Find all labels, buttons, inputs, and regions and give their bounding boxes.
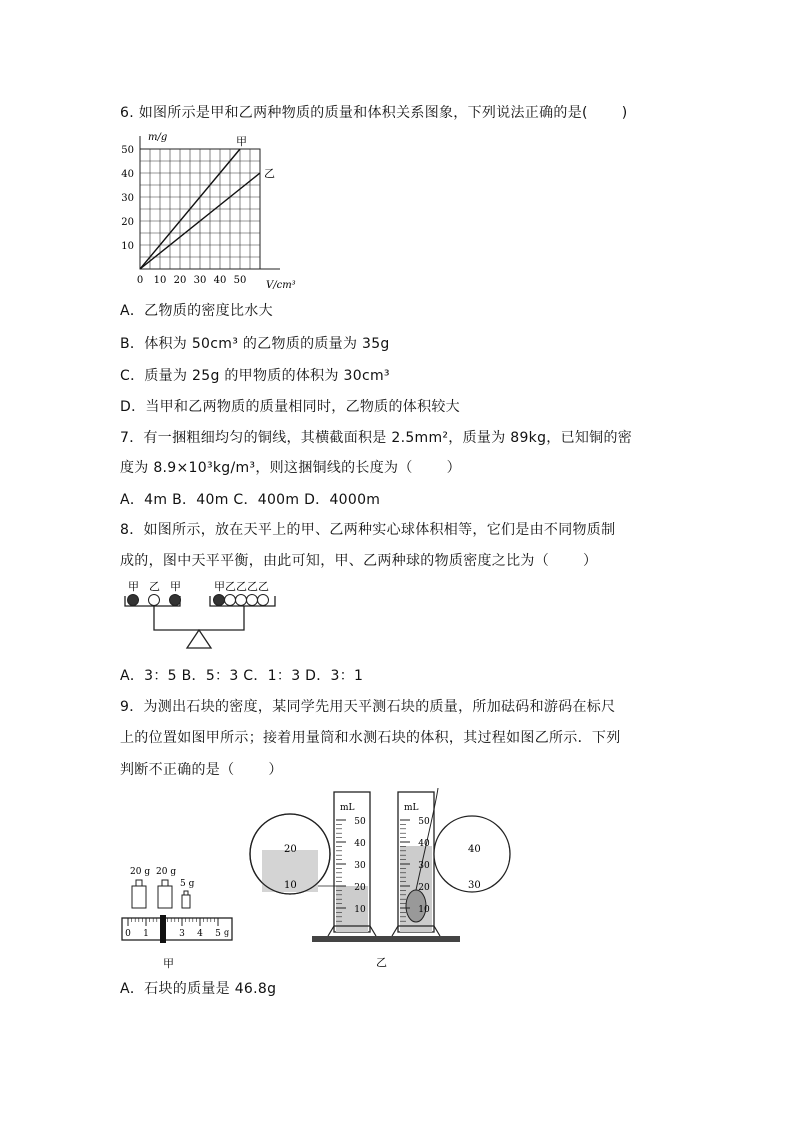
label-yi: 乙	[236, 580, 247, 593]
q8-options: A．3：5 B．5：3 C．1：3 D．3：1	[120, 668, 364, 684]
series-label: 甲	[236, 135, 247, 148]
q9-figure-jia	[118, 862, 238, 972]
chart-grid	[140, 136, 280, 269]
label-jia: 甲	[170, 580, 181, 593]
y-axis-label: m/g	[148, 132, 168, 143]
weight-20g-icon	[158, 880, 172, 908]
scale-tick-label: 5	[215, 929, 221, 939]
q6-stem	[120, 102, 628, 122]
q9-line3-text: 判断不正确的是（	[120, 762, 235, 778]
cylinder-tick-label: 20	[418, 883, 430, 893]
q8-line2-text: 成的，图中天平平衡，由此可知，甲、乙两种球的物质密度之比为（	[120, 553, 549, 569]
q7-paren-close: ）	[446, 460, 461, 476]
q6-option-d: D．当甲和乙两物质的质量相同时，乙物质的体积较大	[120, 399, 460, 415]
cylinder-tick-label: 30	[354, 861, 366, 871]
zoom-circle-left	[250, 814, 336, 894]
cylinder-unit: mL	[404, 803, 419, 813]
weight-20g-icon	[132, 880, 146, 908]
ball-yi	[247, 595, 258, 606]
y-tick-label: 30	[121, 193, 134, 204]
q9-line3	[120, 759, 283, 779]
label-yi: 乙	[258, 580, 269, 593]
cylinder-tick-label: 10	[418, 905, 430, 915]
rider-icon	[160, 915, 166, 943]
q9-option-a: A．石块的质量是 46.8g	[120, 981, 277, 997]
x-tick-label: 50	[233, 275, 247, 286]
q9-figure-yi	[250, 784, 490, 969]
zoom-label: 10	[284, 880, 297, 891]
ball-jia	[170, 595, 181, 606]
scale-tick-label: 1	[143, 929, 149, 939]
y-tick-label: 20	[121, 217, 134, 228]
q6-option-b: B．体积为 50cm³ 的乙物质的质量为 35g	[120, 336, 390, 352]
cylinder-tick-label: 30	[418, 861, 430, 871]
q9-line2: 上的位置如图甲所示；接着用量筒和水测石块的体积，其过程如图乙所示．下列	[120, 730, 621, 746]
x-tick-label: 30	[193, 275, 207, 286]
weight-label: 20 g	[130, 867, 151, 877]
x-tick-label: 20	[173, 275, 187, 286]
x-tick-label: 40	[213, 275, 227, 286]
ball-yi	[225, 595, 236, 606]
ball-yi	[236, 595, 247, 606]
scale-tick-label: 4	[197, 929, 203, 939]
cylinder-left	[328, 792, 376, 936]
q8-balance-figure	[120, 578, 290, 654]
label-yi: 乙	[225, 580, 236, 593]
scale-unit: g	[224, 928, 230, 937]
q7-line2	[120, 457, 461, 477]
q8-line2	[120, 550, 597, 570]
ball-jia	[128, 595, 139, 606]
zoom-label: 20	[284, 844, 297, 855]
x-tick-label: 0	[136, 275, 144, 286]
ball-yi	[258, 595, 269, 606]
q6-paren-close: )	[621, 105, 628, 121]
y-tick-label: 10	[121, 241, 134, 252]
q9-line1: 9．为测出石块的密度，某同学先用天平测石块的质量，所加砝码和游码在标尺	[120, 699, 616, 715]
q7-line1: 7．有一捆粗细均匀的铜线，其横截面积是 2.5mm²，质量为 89kg，已知铜的密	[120, 430, 633, 446]
ball-yi	[149, 595, 160, 606]
y-tick-label: 50	[121, 145, 134, 156]
cylinder-tick-label: 50	[418, 817, 430, 827]
cylinder-tick-label: 10	[354, 905, 366, 915]
q6-option-c: C．质量为 25g 的甲物质的体积为 30cm³	[120, 368, 390, 384]
cylinder-tick-label: 20	[354, 883, 366, 893]
q6-stem-text: 6. 如图所示是甲和乙两种物质的质量和体积关系图象，下列说法正确的是(	[120, 105, 588, 121]
figure-label-jia: 甲	[163, 957, 174, 970]
q8-line1: 8．如图所示，放在天平上的甲、乙两种实心球体积相等，它们是由不同物质制	[120, 522, 616, 538]
balance-beam	[154, 606, 244, 630]
cylinder-tick-label: 40	[418, 839, 430, 849]
zoom-label: 40	[468, 844, 481, 855]
cylinder-tick-label: 40	[354, 839, 366, 849]
q6-option-a: A．乙物质的密度比水大	[120, 303, 273, 319]
y-tick-label: 40	[121, 169, 134, 180]
stand-base-left	[312, 936, 400, 942]
q9-paren-close: ）	[268, 762, 283, 778]
figure-label-yi: 乙	[376, 956, 387, 969]
q8-paren-close: ）	[583, 553, 598, 569]
cylinder-tick-label: 50	[354, 817, 366, 827]
ball-jia	[214, 595, 225, 606]
label-jia: 甲	[128, 580, 139, 593]
zoom-label: 30	[468, 880, 481, 891]
stand-base-right	[390, 936, 460, 942]
x-tick-label: 10	[153, 275, 167, 286]
balance-pivot	[187, 630, 211, 648]
q6-chart	[112, 132, 296, 294]
cylinder-unit: mL	[340, 803, 355, 813]
scale-tick-label: 0	[125, 929, 131, 939]
weight-5g-icon	[182, 891, 190, 908]
series-label: 乙	[264, 167, 275, 180]
q7-line2-text: 度为 8.9×10³kg/m³，则这捆铜线的长度为（	[120, 460, 413, 476]
q7-options: A．4m B．40m C．400m D．4000m	[120, 492, 381, 508]
label-yi: 乙	[247, 580, 258, 593]
label-jia: 甲	[214, 580, 225, 593]
zoom-circle-right	[434, 816, 510, 892]
label-yi: 乙	[149, 580, 160, 593]
weight-label: 20 g	[156, 867, 177, 877]
scale-tick-label: 3	[179, 929, 185, 939]
x-axis-label: V/cm³	[266, 280, 296, 291]
weight-label: 5 g	[180, 879, 195, 889]
